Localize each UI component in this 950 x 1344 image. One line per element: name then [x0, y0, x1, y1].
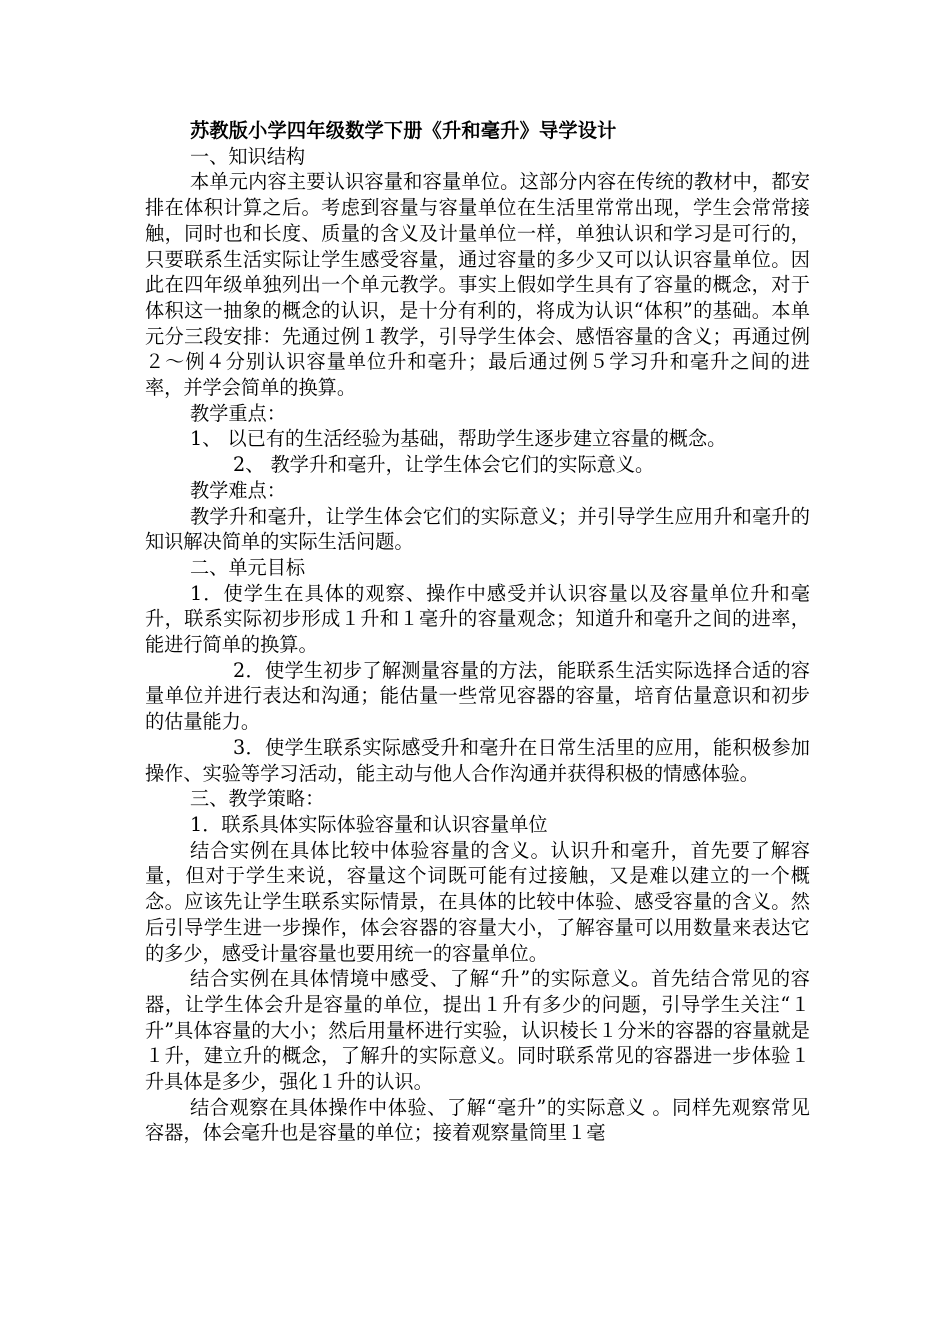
document-title: 苏教版小学四年级数学下册《升和毫升》导学设计	[190, 119, 617, 142]
paragraph: 教学升和毫升，让学生体会它们的实际意义；并引导学生应用升和毫升的知识解决简单的实际生活问题。	[145, 504, 810, 554]
paragraph: 2．使学生初步了解测量容量的方法，能联系生活实际选择合适的容量单位并进行表达和沟通；能估量一些常见容器的容量，培育估量意识和初步的估量能力。	[145, 658, 810, 734]
paragraph: 1．使学生在具体的观察、操作中感受并认识容量以及容量单位升和毫升，联系实际初步形成１升和１毫升的容量观念；知道升和毫升之间的进率，能进行简单的换算。	[145, 581, 810, 657]
paragraph: 3．使学生联系实际感受升和毫升在日常生活里的应用，能积极参加操作、实验等学习活动，能主动与他人合作沟通并获得积极的情感体验。	[145, 735, 810, 785]
paragraph: 三、教学策略：	[190, 787, 325, 811]
document-page	[145, 118, 810, 1146]
paragraph: 结合实例在具体情境中感受、了解“升”的实际意义。首先结合常见的容器，让学生体会升是容量的单位，提出１升有多少的问题，引导学生关注“１升”具体容量的大小；然后用量杯进行实验，认识棱长１分米的容器的容量就是１升，建立升的概念，了解升的实际意义。同时联系常见的容器进一步体验１升具体是多少，强化１升的认识。	[145, 967, 810, 1094]
paragraph: 教学重点：	[190, 401, 286, 425]
document-body	[145, 144, 810, 1146]
paragraph: 一、知识结构	[190, 144, 306, 168]
paragraph: 1．联系具体实际体验容量和认识容量单位	[190, 812, 548, 836]
paragraph: 结合实例在具体比较中体验容量的含义。认识升和毫升，首先要了解容量，但对于学生来说，容量这个词既可能有过接触，又是难以建立的一个概念。应该先让学生联系实际情景，在具体的比较中体验、感受容量的含义。然后引导学生进一步操作，体会容器的容量大小，了解容量可以用数量来表达它的多少，感受计量容量也要用统一的容量单位。	[145, 838, 810, 965]
paragraph: 本单元内容主要认识容量和容量单位。这部分内容在传统的教材中，都安排在体积计算之后。考虑到容量与容量单位在生活里常常出现，学生会常常接触，同时也和长度、质量的含义及计量单位一样，单独认识和学习是可行的，只要联系生活实际让学生感受容量，通过容量的多少又可以认识容量单位。因此在四年级单独列出一个单元教学。事实上假如学生具有了容量的概念，对于体积这一抽象的概念的认识，是十分有利的，将成为认识“体积”的基础。本单元分三段安排：先通过例１教学，引导学生体会、感悟容量的含义；再通过例２～例４分别认识容量单位升和毫升；最后通过例５学习升和毫升之间的进率，并学会简单的换算。	[145, 170, 810, 400]
paragraph: 结合观察在具体操作中体验、了解“毫升”的实际意义 。同样先观察常见容器，体会毫升也是容量的单位；接着观察量筒里１毫	[145, 1095, 810, 1145]
paragraph: 教学难点：	[190, 478, 286, 502]
paragraph: 二、单元目标	[190, 555, 306, 579]
paragraph: 1、 以已有的生活经验为基础，帮助学生逐步建立容量的概念。	[190, 427, 727, 451]
paragraph: 2、 教学升和毫升，让学生体会它们的实际意义。	[233, 453, 655, 477]
